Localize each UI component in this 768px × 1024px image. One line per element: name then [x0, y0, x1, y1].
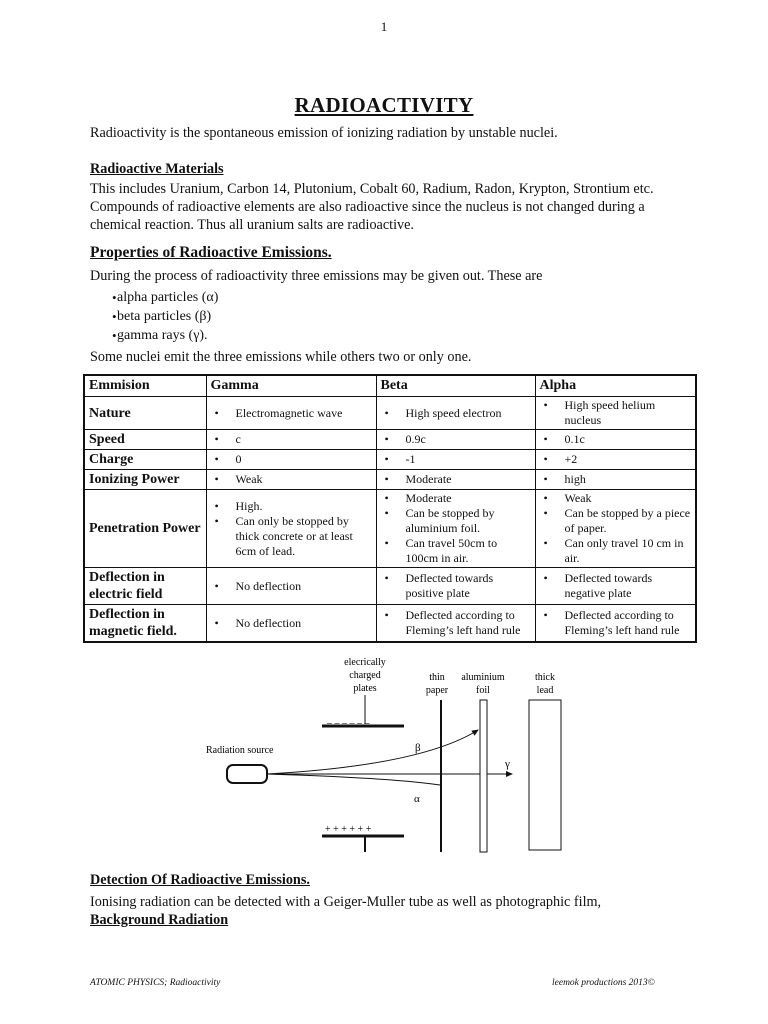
cell-gamma [206, 490, 376, 568]
table-row [84, 430, 696, 450]
foil-label-line2: foil [476, 685, 490, 696]
cell-gamma [206, 450, 376, 470]
background-heading: Background Radiation [90, 912, 229, 928]
alpha-path [267, 774, 440, 785]
table-row [84, 450, 696, 470]
cell-alpha [535, 568, 696, 605]
cell-alpha [535, 397, 696, 430]
cell-alpha [535, 490, 696, 568]
cell-alpha [535, 430, 696, 450]
detection-heading: Detection Of Radioactive Emissions. [90, 872, 310, 888]
lead-label-line1: thick [535, 672, 555, 683]
emissions-list [90, 288, 218, 345]
properties-text: During the process of radioactivity three emissions may be given out. These are [90, 268, 543, 284]
deflection-diagram [190, 650, 590, 860]
properties-table [83, 374, 697, 643]
intro-text: Radioactivity is the spontaneous emission of ionizing radiation by unstable nuclei. [90, 125, 558, 141]
list-item: • +2 [540, 452, 692, 467]
list-item: • Can only travel 10 cm in air. [540, 536, 692, 566]
row-label: Nature [84, 397, 206, 430]
cell-alpha [535, 605, 696, 643]
beta-symbol: β [415, 742, 421, 754]
list-item: • 0.9c [381, 432, 531, 447]
list-item: • Can be stopped by a piece of paper. [540, 506, 692, 536]
cell-gamma [206, 568, 376, 605]
list-item: • gamma rays (γ). [90, 326, 218, 345]
table-row [84, 605, 696, 643]
list-item: • No deflection [211, 579, 372, 594]
beta-path [267, 730, 478, 774]
list-item: • Weak [540, 491, 692, 506]
list-item: • 0 [211, 452, 372, 467]
cell-gamma [206, 397, 376, 430]
list-item: • Moderate [381, 491, 531, 506]
list-item: • Moderate [381, 472, 531, 487]
list-item: • High speed helium nucleus [540, 398, 692, 428]
table-row [84, 490, 696, 568]
row-label: Deflection in magnetic field. [84, 605, 206, 643]
list-item: • Deflected according to Fleming’s left hand rule [540, 608, 692, 638]
row-label: Deflection in electric field [84, 568, 206, 605]
cell-beta [376, 430, 535, 450]
header-alpha: Alpha [535, 375, 696, 397]
list-item: • Weak [211, 472, 372, 487]
cell-gamma [206, 430, 376, 450]
cell-gamma [206, 470, 376, 490]
list-item: • c [211, 432, 372, 447]
cell-alpha [535, 470, 696, 490]
table-row [84, 568, 696, 605]
list-item: • 0.1c [540, 432, 692, 447]
list-item: • High. [211, 499, 372, 514]
footer-left: ATOMIC PHYSICS; Radioactivity [90, 978, 221, 988]
cell-beta [376, 470, 535, 490]
header-gamma: Gamma [206, 375, 376, 397]
cell-alpha [535, 450, 696, 470]
plates-label-line3: plates [353, 683, 377, 694]
alpha-symbol: α [414, 793, 420, 805]
row-label: Speed [84, 430, 206, 450]
lead-label-line2: lead [536, 685, 554, 696]
materials-text: This includes Uranium, Carbon 14, Plutonium, Cobalt 60, Radium, Radon, Krypton, Strontium etc. Compounds of radioactive elements are also radioactive since the nucleus is not changed during a chemical reaction. Thus all uranium salts are radioactive. [90, 181, 654, 233]
list-item: • Electromagnetic wave [211, 406, 372, 421]
source-label: Radiation source [206, 745, 274, 756]
plates-label-line1: elecrically [344, 657, 386, 668]
list-item: • Deflected towards positive plate [381, 571, 531, 601]
list-item: • beta particles (β) [90, 307, 218, 326]
cell-beta [376, 568, 535, 605]
aluminium-foil [480, 700, 487, 852]
radiation-source [227, 765, 267, 783]
list-item: • alpha particles (α) [90, 288, 218, 307]
page-number: 1 [380, 19, 388, 34]
list-item: • High speed electron [381, 406, 531, 421]
top-plate-charge: _ _ _ _ _ _ [327, 714, 370, 725]
list-item: • Deflected towards negative plate [540, 571, 692, 601]
cell-beta [376, 490, 535, 568]
thick-lead [529, 700, 561, 850]
list-item: • high [540, 472, 692, 487]
cell-gamma [206, 605, 376, 643]
plates-label-line2: charged [349, 670, 381, 681]
emissions-note: Some nuclei emit the three emissions while others two or only one. [90, 349, 472, 365]
cell-beta [376, 605, 535, 643]
list-item: • Can be stopped by aluminium foil. [381, 506, 531, 536]
table-row [84, 397, 696, 430]
list-item: • No deflection [211, 616, 372, 631]
header-emission: Emmision [84, 375, 206, 397]
materials-heading: Radioactive Materials [90, 161, 224, 177]
row-label: Penetration Power [84, 490, 206, 568]
footer-right: leemok productions 2013© [552, 978, 655, 988]
gamma-symbol: γ [505, 758, 510, 770]
cell-beta [376, 450, 535, 470]
row-label: Ionizing Power [84, 470, 206, 490]
list-item: • Deflected according to Fleming’s left hand rule [381, 608, 531, 638]
detection-text: Ionising radiation can be detected with a Geiger-Muller tube as well as photographic film, [90, 894, 602, 910]
foil-label-line1: aluminium [461, 672, 505, 683]
cell-beta [376, 397, 535, 430]
page-title: RADIOACTIVITY [294, 93, 474, 117]
row-label: Charge [84, 450, 206, 470]
list-item: • Can only be stopped by thick concrete or at least 6cm of lead. [211, 514, 372, 559]
header-beta: Beta [376, 375, 535, 397]
list-item: • Can travel 50cm to 100cm in air. [381, 536, 531, 566]
paper-label-line2: paper [425, 685, 449, 696]
paper-label-line1: thin [429, 672, 445, 683]
properties-heading: Properties of Radioactive Emissions. [90, 244, 332, 261]
table-header-row [84, 375, 696, 397]
list-item: • -1 [381, 452, 531, 467]
bottom-plate-charge: + + + + + + [325, 824, 372, 835]
table-row [84, 470, 696, 490]
